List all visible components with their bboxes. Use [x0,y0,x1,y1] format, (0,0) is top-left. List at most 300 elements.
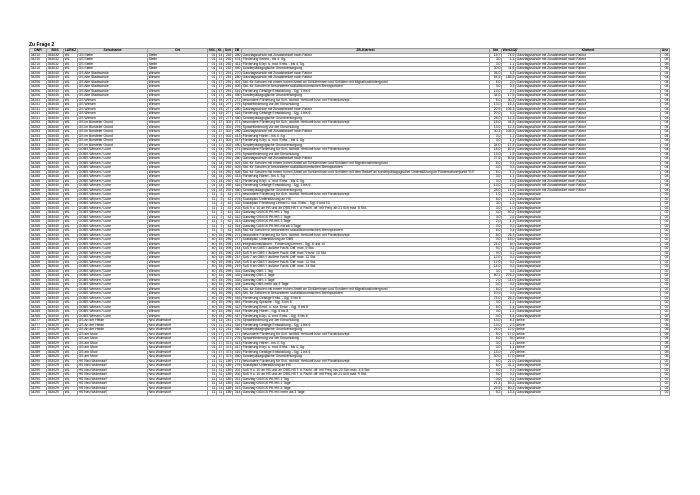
table-cell: 353029 [47,364,64,369]
table-cell: Std. für Schulen in besonderen sozialökonomischen Brennpunkten [242,292,490,297]
table-cell: 302 [224,134,233,139]
table-cell: OOBS Winsen / Luhe [78,269,148,274]
table-cell: 403 [233,292,242,297]
table-cell: WL [64,161,78,166]
table-cell: Förderung Geistige Entwicklung - Sgj. 1 bis 6 [242,112,490,117]
table-cell: 34,0 [490,143,502,148]
table-cell: 295 [224,265,233,270]
table-cell: 292 [224,188,233,193]
table-cell: 34265 [30,193,47,198]
table-cell: 17 [217,350,224,355]
table-cell: 353040 [47,202,64,207]
table-cell: 01 [208,125,217,130]
table-cell: 04 [661,76,670,81]
table-cell: Ganztagsschule [516,386,661,391]
table-cell: WL [64,224,78,229]
table-cell: WL [64,103,78,108]
table-cell: WL [64,287,78,292]
table-cell: 14 [217,157,224,162]
table-cell: 11 [208,224,217,229]
table-cell: 413 [233,134,242,139]
table-cell: 40 [208,283,217,288]
table-cell: Winsen [148,274,208,279]
table-cell: GS im Borsteler Grund [78,125,148,130]
column-header: KL [217,48,223,52]
table-cell: Sprachförderung vor der Einschulung [242,152,490,157]
table-cell: 295 [224,314,233,319]
table-cell: WL [64,247,78,252]
table-cell: 292 [224,161,233,166]
table-cell: 42 [224,197,233,202]
table-cell: 34265 [30,233,47,238]
table-cell: 17,5 [502,94,516,99]
table-cell: 04 [661,130,670,135]
table-cell: 04 [661,143,670,148]
table-cell: 1,1 [502,58,516,63]
table-cell: Winsen [148,116,208,121]
table-cell: 353040 [47,211,64,216]
table-cell: 2 [217,224,224,229]
table-cell: 311 [233,377,242,382]
table-cell: 302 [224,139,233,144]
table-cell: 1,3 [502,220,516,225]
table-cell: 2 [217,220,224,225]
table-cell: 11 [208,193,217,198]
table-cell: Winsen [148,233,208,238]
table-cell: 34253 [30,121,47,126]
table-cell: Winsen [148,310,208,315]
table-cell: 4,0 [490,211,502,216]
table-cell: OOBS Winsen / Luhe [78,247,148,252]
table-cell: Ganztagsschule [516,256,661,261]
table-cell: WL [64,211,78,216]
table-cell: 34253 [30,130,47,135]
table-cell: Ganztagsschule mit Zusatzbedarf nach Faktor [516,157,661,162]
table-cell: 271 [233,233,242,238]
table-cell: Förderung Körp. u. mot. Entw. - bis 4. Sg. [242,346,490,351]
table-cell: 6,0 [490,80,502,85]
table-cell: 353040 [47,251,64,256]
table-cell: Förderung Körp. u. mot. Entw. - bis 4. Sg. [242,139,490,144]
table-cell: Ganztagsschule [516,278,661,283]
table-cell: 01 [208,80,217,85]
table-cell: 40 [208,310,217,315]
table-cell: Neu Wulmstorf [148,337,208,342]
table-cell: 251 [224,76,233,81]
table-cell: OOBS Winsen / Luhe [78,152,148,157]
table-cell: 01 [208,188,217,193]
column-header: BGS [47,49,64,54]
table-cell: 353040 [47,116,64,121]
table-cell: 252 [224,53,233,58]
table-cell: Ganztagsschule [516,296,661,301]
table-cell: 11 [208,202,217,207]
table-cell: 01 [208,98,217,103]
table-cell: 353040 [47,80,64,85]
table-cell: 34289 [30,355,47,360]
table-cell: OOBS Winsen / Luhe [78,238,148,243]
table-cell: 353040 [47,233,64,238]
table-cell: 42 [224,193,233,198]
table-cell: 15 [217,274,224,279]
table-cell: Ganztagsschule mit Zusatzbedarf nach Faktor [516,53,661,58]
table-cell: 450 [233,116,242,121]
table-cell: 34265 [30,188,47,193]
table-cell: Ganztagsschule [516,373,661,378]
table-cell: Ganztagsschule mit Zusatzbedarf nach Faktor [516,170,661,175]
table-cell: Sozialpäd. Unterstützung an HS [242,364,490,369]
table-cell: 12,0 [490,256,502,261]
table-cell: 02 [661,233,670,238]
table-cell: 189 [224,386,233,391]
table-cell: 02 [661,269,670,274]
table-cell: Ganztagsschule [516,197,661,202]
table-cell: Sonderpädagogische Grundversorgung [242,94,490,99]
table-cell: 02 [661,310,670,315]
table-cell: 01 [208,341,217,346]
table-cell: 42 [224,220,233,225]
table-cell: 252 [224,58,233,63]
table-cell: 302 [224,121,233,126]
table-cell: 295 [224,287,233,292]
table-cell: 353029 [47,323,64,328]
table-cell: 1,3 [502,193,516,198]
table-cell: 14 [217,166,224,171]
table-cell: 241 [224,323,233,328]
table-cell: 295 [224,310,233,315]
table-cell: 353032 [47,53,64,58]
table-cell: 34265 [30,220,47,225]
table-cell: besondere Förderung für Sch. nichtdt. Herkunft bzw. mit Förderkonzept [242,233,490,238]
table-cell: 13,0 [490,152,502,157]
table-cell: 292 [224,157,233,162]
table-cell: 15 [217,103,224,108]
table-cell: 34289 [30,350,47,355]
table-cell: Winsen [148,107,208,112]
table-cell: 275 [233,364,242,369]
table-cell: 8,0 [502,337,516,342]
table-cell: WL [64,125,78,130]
table-cell: 15 [217,260,224,265]
table-cell: 1,0 [502,206,516,211]
table-cell: 15 [217,112,224,117]
table-cell: 17 [217,143,224,148]
table-cell: 34290 [30,368,47,373]
table-cell: 2 [217,206,224,211]
table-cell: 34206 [30,80,47,85]
table-cell: 0,2 [502,260,516,265]
table-cell: 353040 [47,287,64,292]
table-cell: 11 [208,206,217,211]
table-cell: 353040 [47,215,64,220]
table-cell: Ganztagsschule mit Zusatzbedarf nach Faktor [516,112,661,117]
table-cell: 04 [661,98,670,103]
table-cell: 15 [217,116,224,121]
table-cell: Ganztagsschule mit Zusatzbedarf nach Faktor [242,53,490,58]
table-cell: 3,0 [490,269,502,274]
table-cell: Ganztagsschule mit Zusatzbedarf nach Faktor [516,161,661,166]
table-cell: 40 [208,251,217,256]
table-cell: WL [64,62,78,67]
table-cell: 11 [208,382,217,387]
table-cell: 353040 [47,139,64,144]
table-cell: SuS 9 an OBS f. äußere Fachl. Diff. max. 14 Std. [242,265,490,270]
table-cell: WL [64,143,78,148]
table-cell: 34265 [30,175,47,180]
table-cell: 17 [217,341,224,346]
table-cell: 353040 [47,220,64,225]
table-cell: Förderung Geistige Entwicklung - Sgj. 1 bis 6 [242,323,490,328]
table-cell: Stelle [148,62,208,67]
table-cell: Ganztag GS/IGS Pfl./HS mit ab 3 Tage [242,224,490,229]
table-cell: 11 [217,377,224,382]
table-cell: WL [64,67,78,72]
table-cell: 14 [217,161,224,166]
table-cell: 74,9 [502,53,516,58]
table-cell: GS im Borsteler Grund [78,130,148,135]
table-cell: 05 [661,332,670,337]
table-cell: Winsen [148,89,208,94]
table-cell: 0,2 [502,287,516,292]
table-cell: Winsen [148,256,208,261]
table-cell: 01 [208,332,217,337]
table-cell: 17,5 [502,143,516,148]
table-cell: WL [64,107,78,112]
table-cell: 3,0 [490,341,502,346]
table-cell: 295 [224,278,233,283]
table-cell: 373 [224,350,233,355]
table-cell: 02 [661,211,670,216]
table-cell: 17 [217,85,224,90]
table-cell: Ganztag GS/IGS Pfl./HS 2 Tage [242,382,490,387]
table-cell: 34265 [30,206,47,211]
table-cell: 14,0 [490,265,502,270]
table-cell: 01 [208,107,217,112]
table-cell: 252 [224,67,233,72]
table-cell: 30,3 [502,98,516,103]
table-cell: Winsen [148,278,208,283]
table-cell: 295 [224,260,233,265]
table-cell: WL [64,121,78,126]
table-cell: 295 [224,283,233,288]
table-cell: 11,0 [502,278,516,283]
table-cell: 40 [208,301,217,306]
table-cell: 34253 [30,143,47,148]
table-cell: 34290 [30,364,47,369]
table-cell: Winsen [148,71,208,76]
table-cell: 2,0 [502,350,516,355]
table-cell: 295 [224,274,233,279]
table-cell: 40 [208,242,217,247]
table-cell: 1,3 [502,179,516,184]
table-cell: Ganztagsschule mit Zusatzbedarf nach Faktor [516,94,661,99]
table-cell: Förderung Körp. u. mot. Entw. - bis 4. Sg. [242,179,490,184]
table-cell: 353040 [47,134,64,139]
table-cell: 1,0 [490,193,502,198]
table-cell: 12,0 [490,260,502,265]
table-cell: GS am Moor [78,337,148,342]
table-cell: 34289 [30,332,47,337]
table-cell: WL [64,341,78,346]
table-cell: Neu Wulmstorf [148,377,208,382]
table-cell: 05 [661,58,670,63]
table-cell: Winsen [148,260,208,265]
table-cell: 0,3 [502,166,516,171]
table-cell: Ganztagsschule [516,229,661,234]
table-cell: 189 [224,368,233,373]
table-cell: GS im Borsteler Grund [78,139,148,144]
table-cell: WL [64,112,78,117]
table-cell: 353040 [47,197,64,202]
table-cell: 05 [661,53,670,58]
table-cell: 251 [224,80,233,85]
table-cell: GS Alte Stadtschule [78,76,148,81]
table-cell: 353040 [47,238,64,243]
table-cell: 34265 [30,224,47,229]
table-cell: 01 [208,58,217,63]
table-cell: 02 [661,287,670,292]
table-cell: 01 [208,161,217,166]
table-cell: 353029 [47,328,64,333]
table-cell: 17 [217,346,224,351]
table-cell: 34241 [30,103,47,108]
table-cell: 353040 [47,112,64,117]
table-cell: 3,0 [490,215,502,220]
table-cell: 01 [208,179,217,184]
table-cell: 11,6 [502,67,516,72]
table-cell: 353029 [47,355,64,360]
table-cell: 01 [208,157,217,162]
table-cell: 416 [233,89,242,94]
table-cell: 6,0 [490,197,502,202]
table-cell: 04 [661,161,670,166]
table-cell: 353029 [47,377,64,382]
table-cell: 292 [224,175,233,180]
table-cell: Ganztagsschule mit Zusatzbedarf nach Faktor [516,107,661,112]
table-cell: 15 [217,238,224,243]
table-cell: 353040 [47,94,64,99]
table-cell: 11 [208,391,217,396]
table-cell: WL [64,283,78,288]
table-cell: 02 [661,382,670,387]
table-cell: 30,0 [490,67,502,72]
table-cell: 15 [217,269,224,274]
table-cell: 1,2 [502,301,516,306]
table-cell: 01 [208,152,217,157]
table-cell: 373 [224,337,233,342]
table-cell: Winsen [148,76,208,81]
table-cell: 401 [233,80,242,85]
data-sheet [29,48,669,396]
table-cell: 11 [217,373,224,378]
table-cell: 15 [217,107,224,112]
table-cell: Sprachförderung vor der Einschulung [242,337,490,342]
table-cell: Std. für Schulen mit einem hohen Anteil an Schülerinnen und Schülern mit Migrationshintergrund [242,161,490,166]
table-cell: 373 [224,346,233,351]
table-cell: WL [64,296,78,301]
table-cell: Förderung Körp. u. mot. Entw. - Sgj. 5 bis 8 [242,314,490,319]
table-cell: 295 [224,296,233,301]
table-cell: 277 [224,103,233,108]
table-cell: GS Alte Stadtschule [78,89,148,94]
table-cell: 5,0 [490,332,502,337]
table-cell: 34206 [30,76,47,81]
table-cell: 295 [224,269,233,274]
table-cell: 0,2 [502,265,516,270]
table-cell: WL [64,157,78,162]
table-cell: HS Neu Wulmstorf [78,364,148,369]
table-cell: 02 [661,242,670,247]
table-cell: 14 [217,67,224,72]
table-cell: 11 [208,364,217,369]
table-cell: 02 [661,247,670,252]
table-cell: 2,6 [502,215,516,220]
table-cell: 28,0 [490,188,502,193]
table-cell: 313 [233,220,242,225]
table-cell: 15 [217,301,224,306]
table-cell: keine [516,350,661,355]
table-cell: 0,2 [502,247,516,252]
table-cell: 4,3 [502,112,516,117]
table-cell: 01 [208,323,217,328]
table-cell: 353040 [47,247,64,252]
table-cell: 02 [661,278,670,283]
table-cell: Winsen [148,197,208,202]
table-cell: 106,3 [502,107,516,112]
table-cell: 14 [217,184,224,189]
table-cell: Ganztag OBS 1 Tag [242,269,490,274]
table-cell: 189 [224,359,233,364]
table-cell: WL [64,193,78,198]
table-cell: Ganztagsschule mit Zusatzbedarf nach Faktor [516,76,661,81]
column-header: Ort [148,49,208,54]
table-cell: 01 [208,76,217,81]
table-cell: 2 [217,215,224,220]
table-cell: 353032 [47,67,64,72]
table-cell: 13,0 [490,184,502,189]
table-cell: 13,0 [490,103,502,108]
table-cell: 40 [208,278,217,283]
table-cell: 450 [233,328,242,333]
table-cell: 215 [233,251,242,256]
table-cell: Winsen [148,238,208,243]
table-cell: 353040 [47,157,64,162]
table-cell: OOBS Winsen / Luhe [78,242,148,247]
table-cell: WL [64,175,78,180]
table-cell: 276 [233,152,242,157]
table-cell: 01 [208,53,217,58]
table-cell: 251 [224,71,233,76]
table-cell: 02 [661,368,670,373]
table-cell: 34206 [30,71,47,76]
table-cell: 05 [661,319,670,324]
table-cell: 34265 [30,152,47,157]
table-cell: Ganztagsschule mit Zusatzbedarf nach Faktor [516,80,661,85]
table-cell: 40 [208,274,217,279]
table-cell: GS im Borsteler Grund [78,121,148,126]
table-cell: 295 [224,247,233,252]
table-cell: Winsen [148,296,208,301]
table-cell: 189 [224,373,233,378]
table-cell: 04 [661,121,670,126]
table-cell: 1,1 [502,175,516,180]
table-cell: 15 [217,292,224,297]
table-cell: WL [64,260,78,265]
table-cell: 17 [217,125,224,130]
table-cell: WL [64,116,78,121]
table-cell: 353029 [47,319,64,324]
table-cell: 01 [208,355,217,360]
